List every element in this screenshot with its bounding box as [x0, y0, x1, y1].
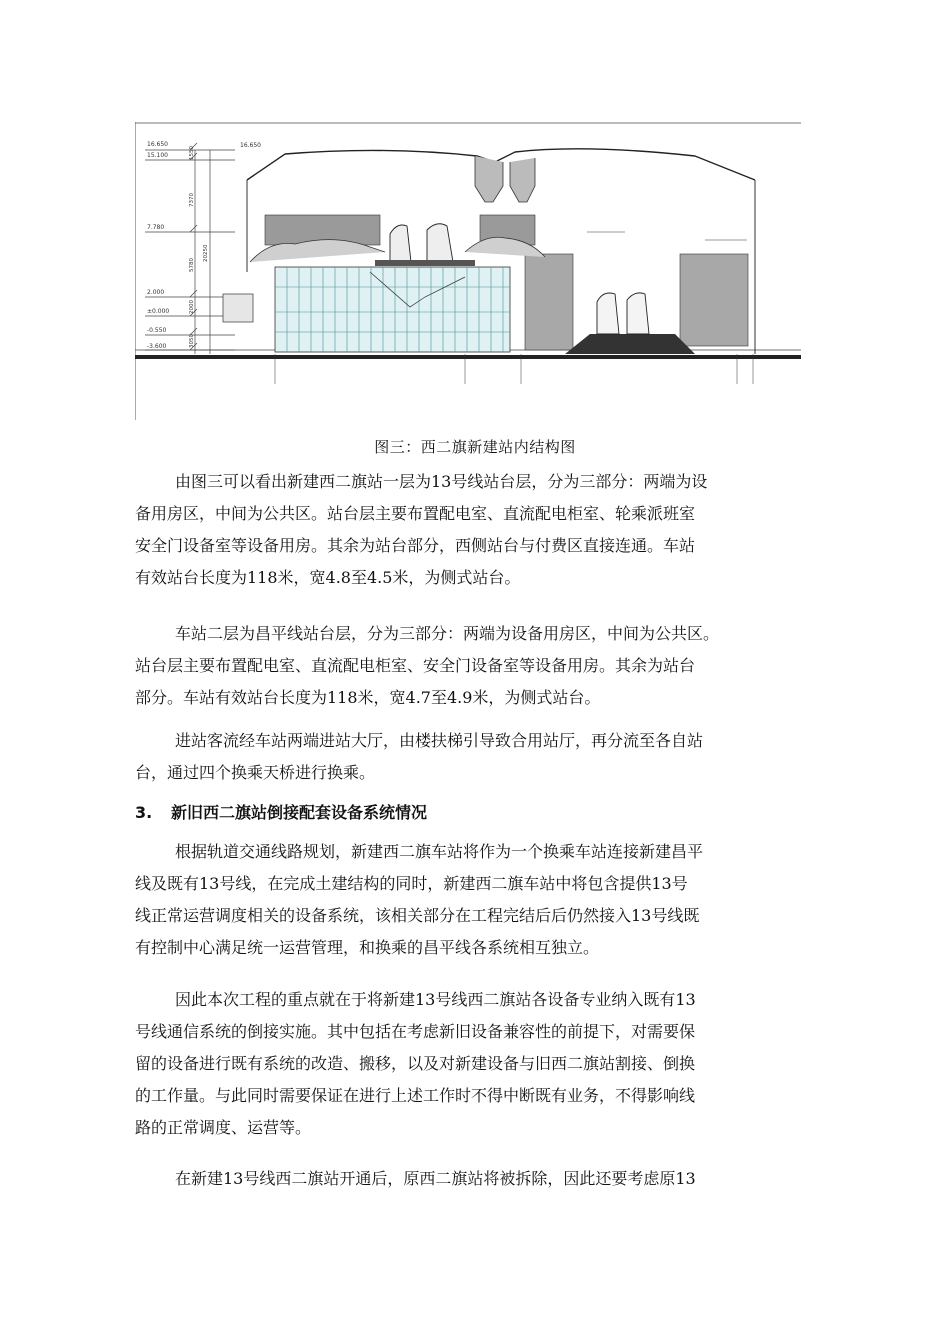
dim-label: 20250 — [203, 244, 209, 262]
text-line: 站台层主要布置配电室、直流配电柜室、安全门设备室等设备用房。其余为站台 — [135, 656, 696, 675]
text-line: 部分。车站有效站台长度为118米，宽4.7至4.9米，为侧式站台。 — [135, 688, 601, 707]
dim-label: 5780 — [189, 258, 195, 272]
text-line: 有控制中心满足统一运营管理，和换乘的昌平线各系统相互独立。 — [135, 938, 600, 957]
text-line: 台，通过四个换乘天桥进行换乘。 — [135, 763, 376, 782]
dim-label: 1550 — [189, 146, 195, 160]
elev-label: -0.550 — [147, 327, 167, 334]
elev-label: 16.650 — [147, 141, 168, 148]
text-line: 进站客流经车站两端进站大厅，由楼扶梯引导致合用站厅，再分流至各自站 — [175, 731, 704, 750]
section-number: 3. — [135, 803, 153, 822]
text-line: 安全门设备室等设备用房。其余为站台部分，西侧站台与付费区直接连通。车站 — [135, 536, 696, 555]
elev-label: 7.780 — [147, 224, 165, 231]
dim-label: 2000 — [189, 300, 195, 314]
dim-label: 7370 — [189, 193, 195, 207]
dim-label: 3050 — [189, 334, 195, 348]
paragraph — [135, 984, 825, 1144]
elev-label: -3.600 — [147, 343, 167, 350]
structure-figure — [135, 122, 801, 420]
text-line: 车站二层为昌平线站台层，分为三部分：两端为设备用房区，中间为公共区。 — [175, 624, 720, 643]
section-heading — [135, 800, 427, 823]
figure-caption: 图三：西二旗新建站内结构图 — [374, 438, 576, 456]
text-line: 由图三可以看出新建西二旗站一层为13号线站台层，分为三部分：两端为设 — [175, 472, 708, 491]
text-line: 号线通信系统的倒接实施。其中包括在考虑新旧设备兼容性的前提下，对需要保 — [135, 1022, 696, 1041]
paragraph — [135, 1163, 825, 1195]
elev-label: ±0.000 — [147, 308, 170, 315]
text-line: 根据轨道交通线路规划，新建西二旗车站将作为一个换乘车站连接新建昌平 — [175, 842, 704, 861]
roof-label: 16.650 — [240, 142, 261, 149]
text-line: 备用房区，中间为公共区。站台层主要布置配电室、直流配电柜室、轮乘派班室 — [135, 504, 696, 523]
section-title: 新旧西二旗站倒接配套设备系统情况 — [171, 803, 428, 822]
paragraph — [135, 466, 825, 594]
paragraph — [135, 725, 825, 789]
text-line: 线正常运营调度相关的设备系统，该相关部分在工程完结后后仍然接入13号线既 — [135, 906, 700, 925]
text-line: 在新建13号线西二旗站开通后，原西二旗站将被拆除，因此还要考虑原13 — [175, 1169, 696, 1188]
station-section-drawing — [135, 122, 801, 420]
text-line: 有效站台长度为118米，宽4.8至4.5米，为侧式站台。 — [135, 568, 521, 587]
elev-label: 15.100 — [147, 152, 168, 159]
text-line: 留的设备进行既有系统的改造、搬移，以及对新建设备与旧西二旗站割接、倒换 — [135, 1054, 696, 1073]
paragraph — [135, 836, 825, 964]
text-line: 线及既有13号线，在完成土建结构的同时，新建西二旗车站中将包含提供13号 — [135, 874, 688, 893]
text-line: 因此本次工程的重点就在于将新建13号线西二旗站各设备专业纳入既有13 — [175, 990, 696, 1009]
elev-label: 2.000 — [147, 289, 165, 296]
text-line: 的工作量。与此同时需要保证在进行上述工作时不得中断既有业务，不得影响线 — [135, 1086, 696, 1105]
paragraph — [135, 618, 825, 714]
text-line: 路的正常调度、运营等。 — [135, 1118, 312, 1137]
